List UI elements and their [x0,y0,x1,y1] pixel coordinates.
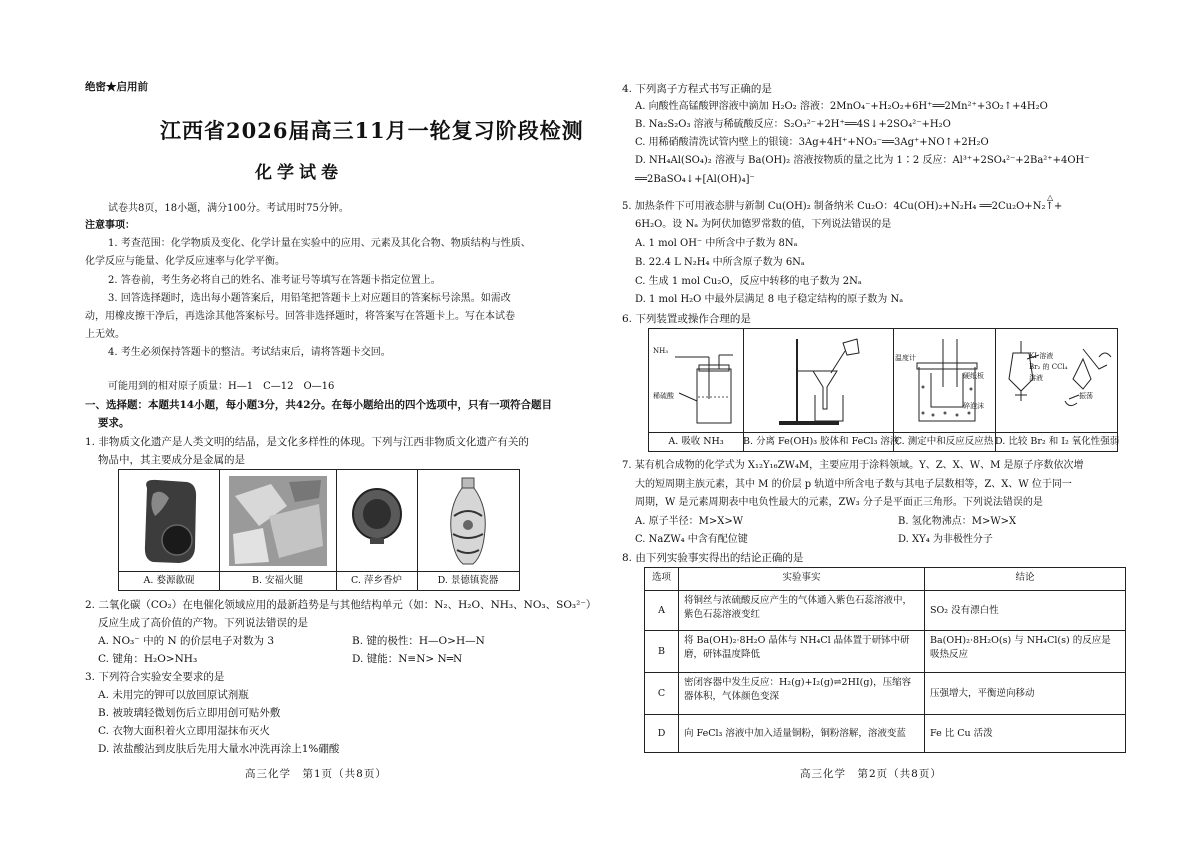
table-header: 选项 [645,568,679,590]
br2-label: Br₂ 的 CCl₄ [1029,363,1068,371]
q7-option: A. 原子半径：M>X>W [635,516,743,527]
q8-table [644,567,1126,753]
shake-label: 振荡 [1079,392,1093,400]
table-header: 实验事实 [679,568,925,590]
q1-option-c [336,470,418,590]
q8-stem: 8. 由下列实验事实得出的结论正确的是 [622,552,804,564]
q3-stem: 3. 下列符合实验安全要求的是 [85,671,225,683]
q7-option: C. NaZW₄ 中含有配位键 [635,534,748,545]
q6-option-d [995,329,1120,451]
row-option: B [645,631,679,673]
q1-image-table [118,469,520,591]
page-footer: 高三化学 第1页（共8页） [245,768,387,780]
q6-option-a [649,329,744,451]
table-row [645,672,1125,715]
row-fact: 将铜丝与浓硫酸反应产生的气体通入紫色石蕊溶液中，紫色石蕊溶液变红 [679,591,925,631]
page-footer: 高三化学 第2页（共8页） [800,768,942,780]
ki-label: KI 溶液 [1029,352,1054,360]
q4-option: A. 向酸性高锰酸钾溶液中滴加 H₂O₂ 溶液：2MnO₄⁻+H₂O₂+6H⁺══2Mn²⁺+3O₂↑+4H₂O [635,101,1048,112]
q7-stem-cont: 大的短周期主族元素，其中 M 的价层 p 轨道中所含电子数与其电子层数相等，Z、X、W 位于同一 [635,479,1072,490]
secret-mark: 绝密★启用前 [85,81,148,93]
q1-caption-d: D. 景德镇瓷器 [417,571,519,590]
q1-caption-a: A. 婺源歙砚 [119,571,219,590]
q5-stem-cont: 6H₂O。设 Nₐ 为阿伏加德罗常数的值，下列说法错误的是 [635,219,892,230]
ham-image [229,476,327,566]
q3-option: A. 未用完的钾可以放回原试剂瓶 [98,689,249,701]
q2-option: C. 键角：H₂O>NH₃ [98,653,198,665]
q4-option: C. 用稀硝酸清洗试管内壁上的银镜：3Ag+4H⁺+NO₃⁻══3Ag⁺+NO↑+2H₂O [635,137,989,148]
q1-caption-b: B. 安福火腿 [219,571,336,590]
q6-caption-d: D. 比较 Br₂ 和 I₂ 氧化性强弱 [995,432,1117,451]
note-line: 1. 考查范围：化学物质及变化、化学计量在实验中的应用、元素及其化合物、物质结构与性质、 [108,238,531,249]
q5-stem: 5. 加热条件下可用液态肼与新制 Cu(OH)₂ 制备纳米 Cu₂O：4Cu(OH)₂+N₂H₄ ══2Cu₂O+N₂↑+ [622,201,1063,212]
note-line: 动，用橡皮擦干净后，再选涂其他答案标号。回答非选择题时，将答案写在答题卡上。写在本试卷 [85,311,515,322]
row-option: C [645,673,679,715]
table-header: 结论 [1015,572,1035,583]
calorimeter-apparatus [913,337,983,427]
q1-stem: 1. 非物质文化遗产是人类文明的结晶，是文化多样性的体现。下列与江西非物质文化遗产有关的 [85,436,529,448]
exam-title: 江西省2026届高三11月一轮复习阶段检测 [160,118,584,143]
exam-subtitle: 化学试卷 [255,163,343,183]
q5-option: B. 22.4 L N₂H₄ 中所含原子数为 6Nₐ [635,257,805,268]
table-header-row [645,568,1125,590]
table-row [645,714,1125,752]
row-conclusion: 压强增大，平衡逆向移动 [930,688,1035,699]
acid-label: 稀硫酸 [653,392,674,400]
q1-stem-cont: 物品中，其主要成分是金属的是 [98,454,245,466]
q4-option: B. Na₂S₂O₃ 溶液与稀硫酸反应：S₂O₃²⁻+2H⁺══4S↓+2SO₄²⁻+H₂O [635,119,951,130]
q1-option-d [417,470,519,590]
q7-stem-cont: 周期，W 是元素周期表中电负性最大的元素，ZW₃ 分子是平面正三角形。下列说法错误的是 [635,497,1043,508]
q6-stem: 6. 下列装置或操作合理的是 [622,313,751,325]
thermometer-label: 温度计 [895,354,916,362]
note-line: 4. 考生必须保持答题卡的整洁。考试结束后，请将答题卡交回。 [108,347,391,358]
q1-option-a [119,470,220,590]
q2-option: B. 键的极性：H—O>H—N [352,635,485,647]
q4-option: D. NH₄Al(SO₄)₂ 溶液与 Ba(OH)₂ 溶液按物质的量之比为 1∶2 反应：Al³⁺+2SO₄²⁻+2Ba²⁺+4OH⁻ [635,155,1090,166]
q2-option: A. NO₃⁻ 中的 N 的价层电子对数为 3 [98,635,275,647]
note-line: 上无效。 [85,329,125,340]
row-option: D [645,715,679,752]
q7-option: D. XY₄ 为非极性分子 [898,534,993,545]
heat-triangle-icon: △ [1047,193,1054,202]
inkstone-image [139,476,201,566]
row-conclusion: SO₂ 没有漂白性 [930,605,999,616]
q6-option-b [743,329,900,451]
q3-option: D. 浓盐酸沾到皮肤后先用大量水冲洗再涂上1%硼酸 [98,743,340,755]
vase-image [445,476,491,568]
section-heading: 一、选择题：本题共14小题，每小题3分，共42分。在每小题给出的四个选项中，只有一项符合题目 [85,399,553,411]
q6-apparatus-table [648,328,1118,452]
table-row [645,590,1125,631]
q6-caption-c: C. 测定中和反应反应热 [893,432,995,451]
row-fact: 向 FeCl₃ 溶液中加入适量铜粉，铜粉溶解，溶液变蓝 [679,715,925,752]
q7-option: B. 氢化物沸点：M>W>X [898,516,1017,527]
section-heading-cont: 要求。 [98,417,130,429]
note-line: 2. 答卷前，考生务必将自己的姓名、准考证号等填写在答题卡指定位置上。 [108,275,441,286]
q2-stem: 2. 二氧化碳（CO₂）在电催化领域应用的最新趋势是与其他结构单元（如：N₂、H₂O、NH₃、NO₃、SO₃²⁻） [85,599,597,611]
notes-heading: 注意事项： [85,220,135,231]
note-line: 化学反应与能量、化学反应速率与化学平衡。 [85,256,285,267]
q6-caption-a: A. 吸收 NH₃ [649,432,743,451]
q5-option: C. 生成 1 mol Cu₂O，反应中转移的电子数为 2Nₐ [635,276,862,287]
nh3-label: NH₃ [653,347,669,355]
q6-caption-b: B. 分离 Fe(OH)₃ 胶体和 FeCl₃ 溶液 [743,432,893,451]
foam-label: 碎泡沫 [963,402,984,410]
q4-option-cont: ══2BaSO₄↓+[Al(OH)₄]⁻ [635,174,755,185]
filtration-apparatus [773,335,869,427]
row-conclusion: Fe 比 Cu 活泼 [930,727,993,739]
q5-option: A. 1 mol OH⁻ 中所含中子数为 8Nₐ [635,238,798,249]
note-line: 3. 回答选择题时，选出每小题答案后，用铅笔把答题卡上对应题目的答案标号涂黑。如需改 [108,293,511,304]
row-conclusion: Ba(OH)₂·8H₂O(s) 与 NH₄Cl(s) 的反应是吸热反应 [930,635,1111,660]
q3-option: B. 被玻璃轻微划伤后立即用创可贴外敷 [98,707,281,719]
row-fact: 密闭容器中发生反应：H₂(g)+I₂(g)⇌2HI(g)，压缩容器体积，气体颜色变深 [679,673,925,715]
q3-option: C. 衣物大面积着火立即用湿抹布灭火 [98,725,270,737]
q2-option: D. 键能：N≡N> N═N [352,653,463,665]
separatory-funnel-apparatus [999,339,1113,419]
q4-stem: 4. 下列离子方程式书写正确的是 [622,83,772,95]
q1-caption-c: C. 萍乡香炉 [336,571,417,590]
cardboard-label: 硬纸板 [963,372,984,380]
q5-option: D. 1 mol H₂O 中最外层满足 8 电子稳定结构的原子数为 Nₐ [635,294,904,305]
page-2 [600,0,1200,848]
table-row [645,630,1125,673]
row-option: A [645,591,679,631]
solution-label: 溶液 [1029,374,1043,382]
atomic-masses: 可能用到的相对原子质量：H—1 C—12 O—16 [108,381,335,392]
q7-stem: 7. 某有机合成物的化学式为 X₁₂Y₁₆ZW₄M，主要应用于涂料领域。Y、Z、X、W、M 是原子序数依次增 [622,460,1084,471]
censer-image [348,484,406,564]
q2-stem-cont: 反应生成了高价值的产物。下列说法错误的是 [98,617,308,629]
exam-info: 试卷共8页，18小题，满分100分。考试用时75分钟。 [108,203,349,214]
q1-option-b [219,470,337,590]
row-fact: 将 Ba(OH)₂·8H₂O 晶体与 NH₄Cl 晶体置于研钵中研磨，研钵温度降低 [679,631,925,673]
q6-option-c [893,329,996,451]
